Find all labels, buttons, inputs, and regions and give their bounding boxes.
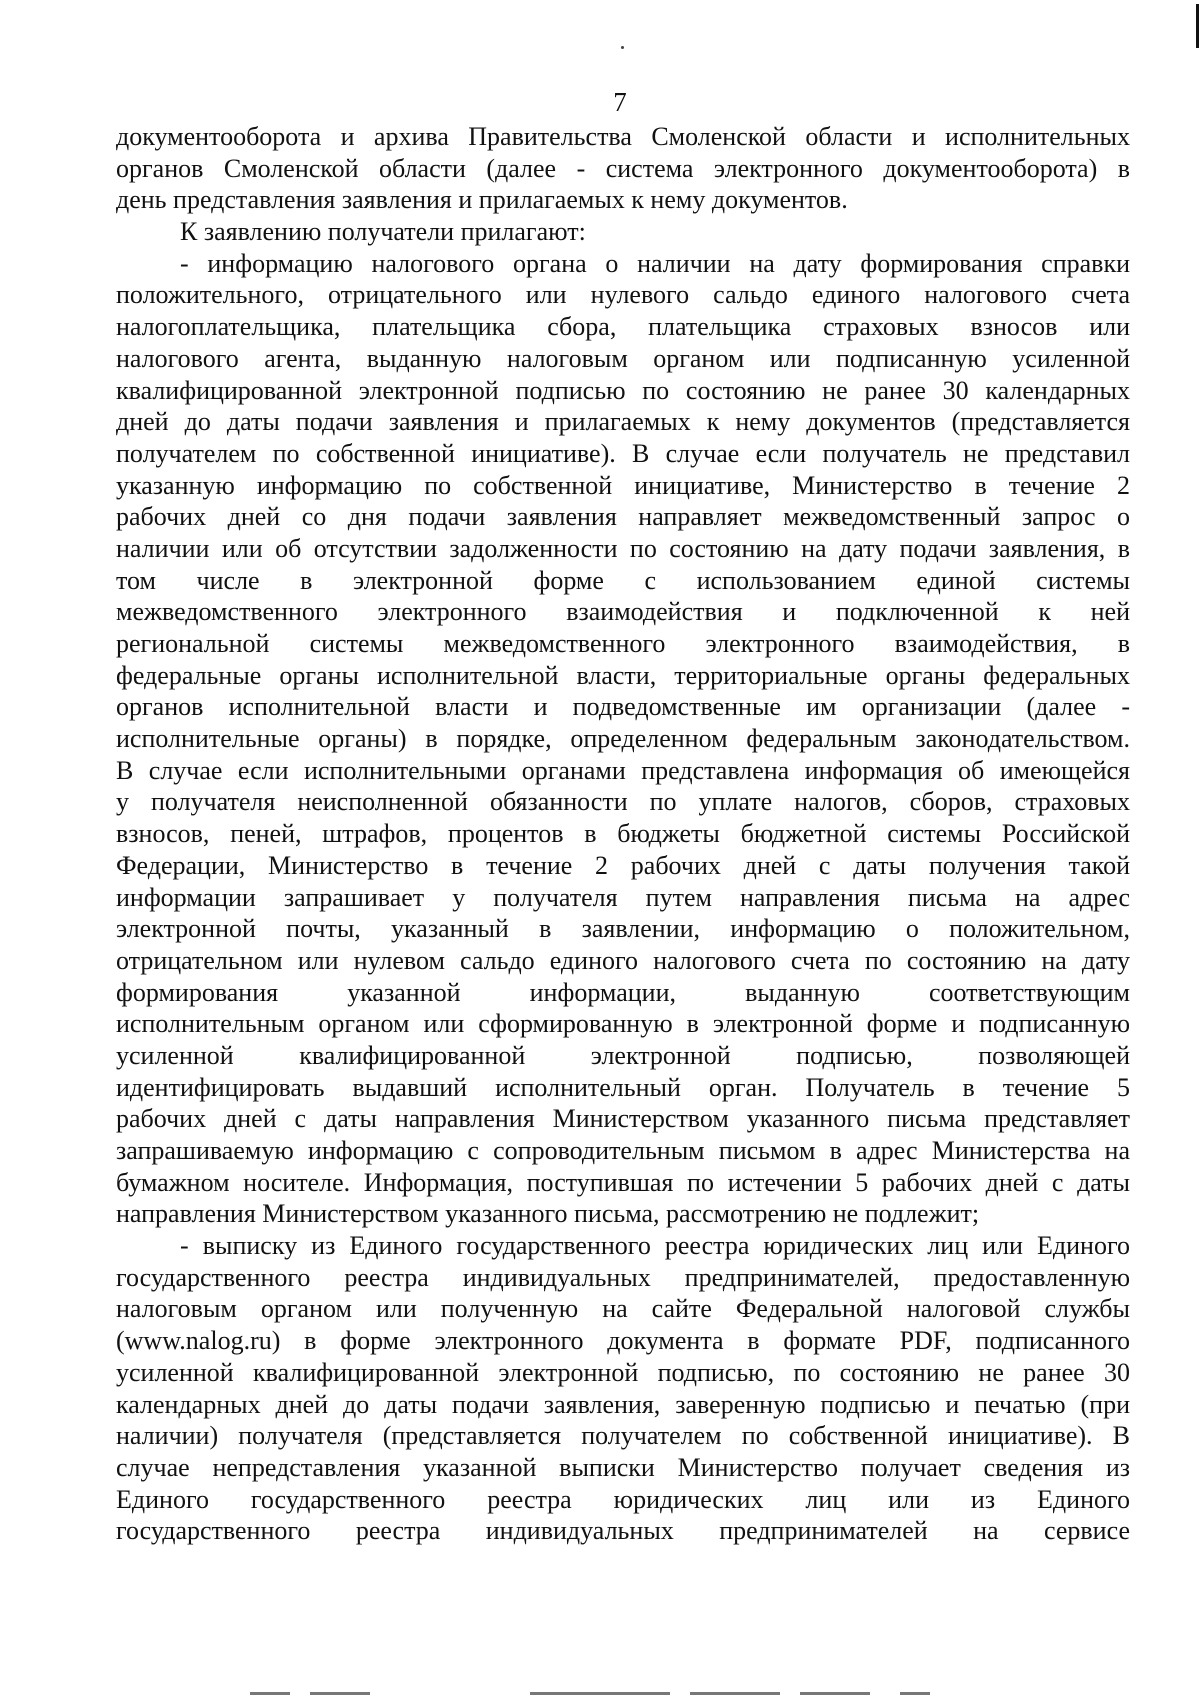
text-line: (www.nalog.ru) в форме электронного документа в формате PDF, подписанного [116,1326,1130,1356]
text-line: рабочих дней со дня подачи заявления направляет межведомственный запрос о [116,502,1130,532]
text-line: государственного реестра индивидуальных предпринимателей на сервисе [116,1516,1130,1546]
text-line: случае непредставления указанной выписки Министерство получает сведения из [116,1452,1130,1482]
text-line: у получателя неисполненной обязанности по уплате налогов, сборов, страховых [116,787,1130,817]
text-line: квалифицированной электронной подписью по состоянию не ранее 30 календарных [116,375,1130,405]
text-line: электронной почты, указанный в заявлении, информацию о положительном, [116,914,1130,944]
text-line: усиленной квалифицированной электронной подписью, позволяющей [116,1040,1130,1070]
text-line: отрицательном или нулевом сальдо единого налогового счета по состоянию на дату [116,945,1130,975]
text-line: Единого государственного реестра юридических лиц или из Единого [116,1484,1130,1514]
text-line: рабочих дней с даты направления Министерством указанного письма представляет [116,1104,1130,1134]
document-body-text [116,121,1130,1547]
text-line: бумажном носителе. Информация, поступившая по истечении 5 рабочих дней с даты [116,1167,1130,1197]
text-line: указанную информацию по собственной инициативе, Министерство в течение 2 [116,470,1130,500]
text-line: документооборота и архива Правительства Смоленской области и исполнительных [116,122,1130,151]
text-line: региональной системы межведомственного электронного взаимодействия, в [116,629,1130,658]
text-line: органов Смоленской области (далее - система электронного документооборота) в [116,153,1130,183]
text-line: идентифицировать выдавший исполнительный орган. Получатель в течение 5 [116,1072,1130,1102]
text-line: государственного реестра индивидуальных предпринимателей, предоставленную [116,1262,1130,1292]
text-line: налогоплательщика, плательщика сбора, плательщика страховых взносов или [116,312,1130,342]
text-line: взносов, пеней, штрафов, процентов в бюджеты бюджетной системы Российской [116,819,1130,849]
text-line: запрашиваемую информацию с сопроводительным письмом в адрес Министерства на [116,1136,1130,1165]
text-line: положительного, отрицательного или нулевого сальдо единого налогового счета [116,280,1130,310]
text-line: день представления заявления и прилагаемых к нему документов. [116,185,848,215]
scan-edge-mark [1196,4,1199,48]
text-line: органов исполнительной власти и подведомственные им организации (далее - [116,692,1130,722]
text-line: В случае если исполнительными органами представлена информация об имеющейся [116,755,1130,785]
text-line: информации запрашивает у получателя путем направления письма на адрес [116,882,1130,912]
text-line: формирования указанной информации, выданную соответствующим [116,977,1130,1007]
text-line: наличии или об отсутствии задолженности по состоянию на дату подачи заявления, в [116,533,1130,563]
text-line: К заявлению получатели прилагают: [180,217,586,247]
text-line: том числе в электронной форме с использованием единой системы [116,565,1130,595]
text-line: налогового агента, выданную налоговым органом или подписанную усиленной [116,343,1130,373]
text-line: направления Министерством указанного письма, рассмотрению не подлежит; [116,1199,980,1229]
text-line: федеральные органы исполнительной власти, территориальные органы федеральных [116,660,1130,690]
text-line: - информацию налогового органа о наличии на дату формирования справки [180,248,1130,278]
text-line: Федерации, Министерство в течение 2 рабочих дней с даты получения такой [116,850,1130,880]
text-line: календарных дней до даты подачи заявления, заверенную подписью и печатью (при [116,1389,1130,1419]
text-line: наличии) получателя (представляется получателем по собственной инициативе). В [116,1421,1130,1451]
text-line: межведомственного электронного взаимодействия и подключенной к ней [116,597,1130,627]
text-line: получателем по собственной инициативе). В случае если получатель не представил [116,438,1130,468]
scan-dot-mark [621,46,624,49]
text-line: исполнительным органом или сформированную в электронной форме и подписанную [116,1009,1130,1039]
page-number: 7 [613,87,627,117]
text-line: - выписку из Единого государственного реестра юридических лиц или Единого [180,1231,1130,1261]
text-line: исполнительные органы) в порядке, определенном федеральным законодательством. [116,724,1130,754]
scan-bottom-artifacts [60,1692,1140,1698]
text-line: усиленной квалифицированной электронной подписью, по состоянию не ранее 30 [116,1357,1130,1387]
text-line: дней до даты подачи заявления и прилагаемых к нему документов (представляется [116,407,1130,437]
text-line: налоговым органом или полученную на сайте Федеральной налоговой службы [116,1294,1130,1324]
